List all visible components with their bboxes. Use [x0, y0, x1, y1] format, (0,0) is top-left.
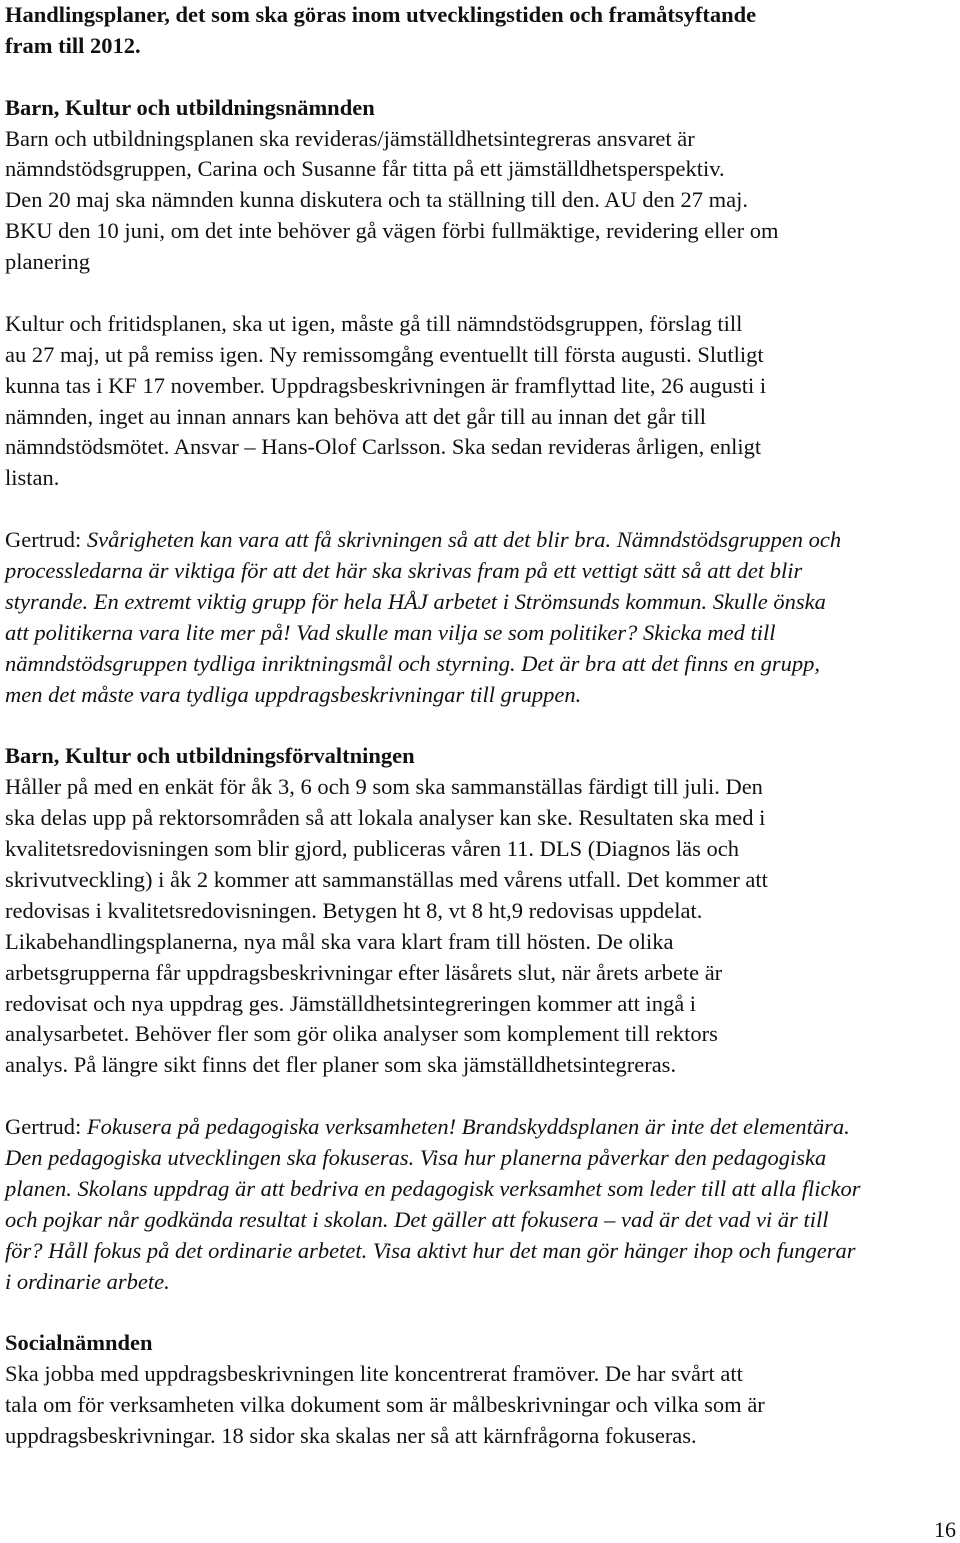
comment-line: Den pedagogiska utvecklingen ska fokuseras. Visa hur planerna påverkar den pedagogiska — [5, 1144, 827, 1170]
page-number: 16 — [934, 1517, 956, 1542]
document-page — [5, 0, 955, 1452]
paragraph-line: ska delas upp på rektorsområden så att lokala analyser kan ske. Resultaten ska med i — [5, 805, 766, 831]
intro-line: Handlingsplaner, det som ska göras inom utvecklingstiden och framåtsyftande — [5, 2, 757, 27]
comment-line: att politikerna vara lite mer på! Vad skulle man vilja se som politiker? Skicka med till — [5, 619, 776, 645]
comment-speaker: Gertrud: — [5, 527, 82, 553]
paragraph-line: planering — [5, 249, 90, 275]
spacer — [5, 494, 955, 525]
paragraph-line: au 27 maj, ut på remiss igen. Ny remissomgång eventuellt till första augusti. Slutligt — [5, 341, 764, 367]
paragraph-line: uppdragsbeskrivningar. 18 sidor ska skalas ner så att kärnfrågorna fokuseras. — [5, 1422, 697, 1448]
comment-line: styrande. En extremt viktig grupp för hela HÅJ arbetet i Strömsunds kommun. Skulle önska — [5, 588, 826, 614]
intro-line: fram till 2012. — [5, 32, 141, 58]
paragraph-line: BKU den 10 juni, om det inte behöver gå vägen förbi fullmäktige, revidering eller om — [5, 218, 779, 244]
spacer — [5, 278, 955, 309]
comment-first-line — [5, 1112, 955, 1143]
spacer — [5, 62, 955, 93]
paragraph-line: Barn och utbildningsplanen ska revideras/jämställdhetsintegreras ansvaret är — [5, 125, 695, 151]
comment-speaker: Gertrud: — [5, 1114, 82, 1140]
paragraph-line: kunna tas i KF 17 november. Uppdragsbeskrivningen är framflyttad lite, 26 augusti i — [5, 372, 767, 398]
spacer — [5, 1297, 955, 1328]
section-heading: Socialnämnden — [5, 1330, 153, 1356]
paragraph-line: nämnden, inget au innan annars kan behöva att det går till au innan det går till — [5, 403, 707, 429]
paragraph-line: Ska jobba med uppdragsbeskrivningen lite koncentrerat framöver. De har svårt att — [5, 1361, 743, 1387]
paragraph-line: analysarbetet. Behöver fler som gör olika analyser som komplement till rektors — [5, 1021, 718, 1047]
paragraph-line: arbetsgrupperna får uppdragsbeskrivningar efter läsårets slut, när årets arbete är — [5, 959, 723, 985]
section-heading: Barn, Kultur och utbildningsförvaltningen — [5, 743, 415, 769]
comment-line: för? Håll fokus på det ordinarie arbetet. Visa aktivt hur det man gör hänger ihop och fungerar — [5, 1237, 856, 1263]
comment-line: och pojkar når godkända resultat i skolan. Det gäller att fokusera – vad är det vad vi är till — [5, 1206, 829, 1232]
comment-line: processledarna är viktiga för att det här ska skrivas fram på ett vettigt sätt så att det blir — [5, 558, 803, 584]
comment-line: i ordinarie arbete. — [5, 1268, 170, 1294]
comment-line: nämndstödsgruppen tydliga inriktningsmål och styrning. Det är bra att det finns en grupp, — [5, 650, 820, 676]
paragraph-line: Kultur och fritidsplanen, ska ut igen, måste gå till nämndstödsgruppen, förslag till — [5, 310, 743, 336]
section-heading: Barn, Kultur och utbildningsnämnden — [5, 94, 375, 120]
comment-text: Svårigheten kan vara att få skrivningen så att det blir bra. Nämndstödsgruppen och — [86, 527, 842, 553]
paragraph-line: Likabehandlingsplanerna, nya mål ska vara klart fram till hösten. De olika — [5, 928, 674, 954]
paragraph-line: redovisas i kvalitetsredovisningen. Betygen ht 8, vt 8 ht,9 redovisas uppdelat. — [5, 897, 703, 923]
comment-line: planen. Skolans uppdrag är att bedriva en pedagogisk verksamhet som leder till att alla flickor — [5, 1175, 861, 1201]
spacer — [5, 1081, 955, 1112]
comment-text: Fokusera på pedagogiska verksamheten! Brandskyddsplanen är inte det elementära. — [86, 1114, 850, 1140]
paragraph-line: listan. — [5, 465, 60, 491]
paragraph-line: skrivutveckling) i åk 2 kommer att sammanställas med vårens utfall. Det kommer att — [5, 866, 768, 892]
paragraph-line: tala om för verksamheten vilka dokument som är målbeskrivningar och vilka som är — [5, 1392, 765, 1418]
spacer — [5, 710, 955, 741]
paragraph-line: nämndstödsmötet. Ansvar – Hans-Olof Carlsson. Ska sedan revideras årligen, enligt — [5, 434, 762, 460]
paragraph-line: kvalitetsredovisningen som blir gjord, publiceras våren 11. DLS (Diagnos läs och — [5, 836, 740, 862]
paragraph-line: Håller på med en enkät för åk 3, 6 och 9 som ska sammanställas färdigt till juli. Den — [5, 774, 763, 800]
paragraph-line: Den 20 maj ska nämnden kunna diskutera och ta ställning till den. AU den 27 maj. — [5, 187, 748, 213]
paragraph-line: nämndstödsgruppen, Carina och Susanne får titta på ett jämställdhetsperspektiv. — [5, 156, 725, 182]
paragraph-line: redovisat och nya uppdrag ges. Jämställdhetsintegreringen kommer att ingå i — [5, 990, 697, 1016]
comment-first-line — [5, 525, 955, 556]
comment-line: men det måste vara tydliga uppdragsbeskrivningar till gruppen. — [5, 681, 582, 707]
paragraph-line: analys. På längre sikt finns det fler planer som ska jämställdhetsintegreras. — [5, 1052, 677, 1078]
